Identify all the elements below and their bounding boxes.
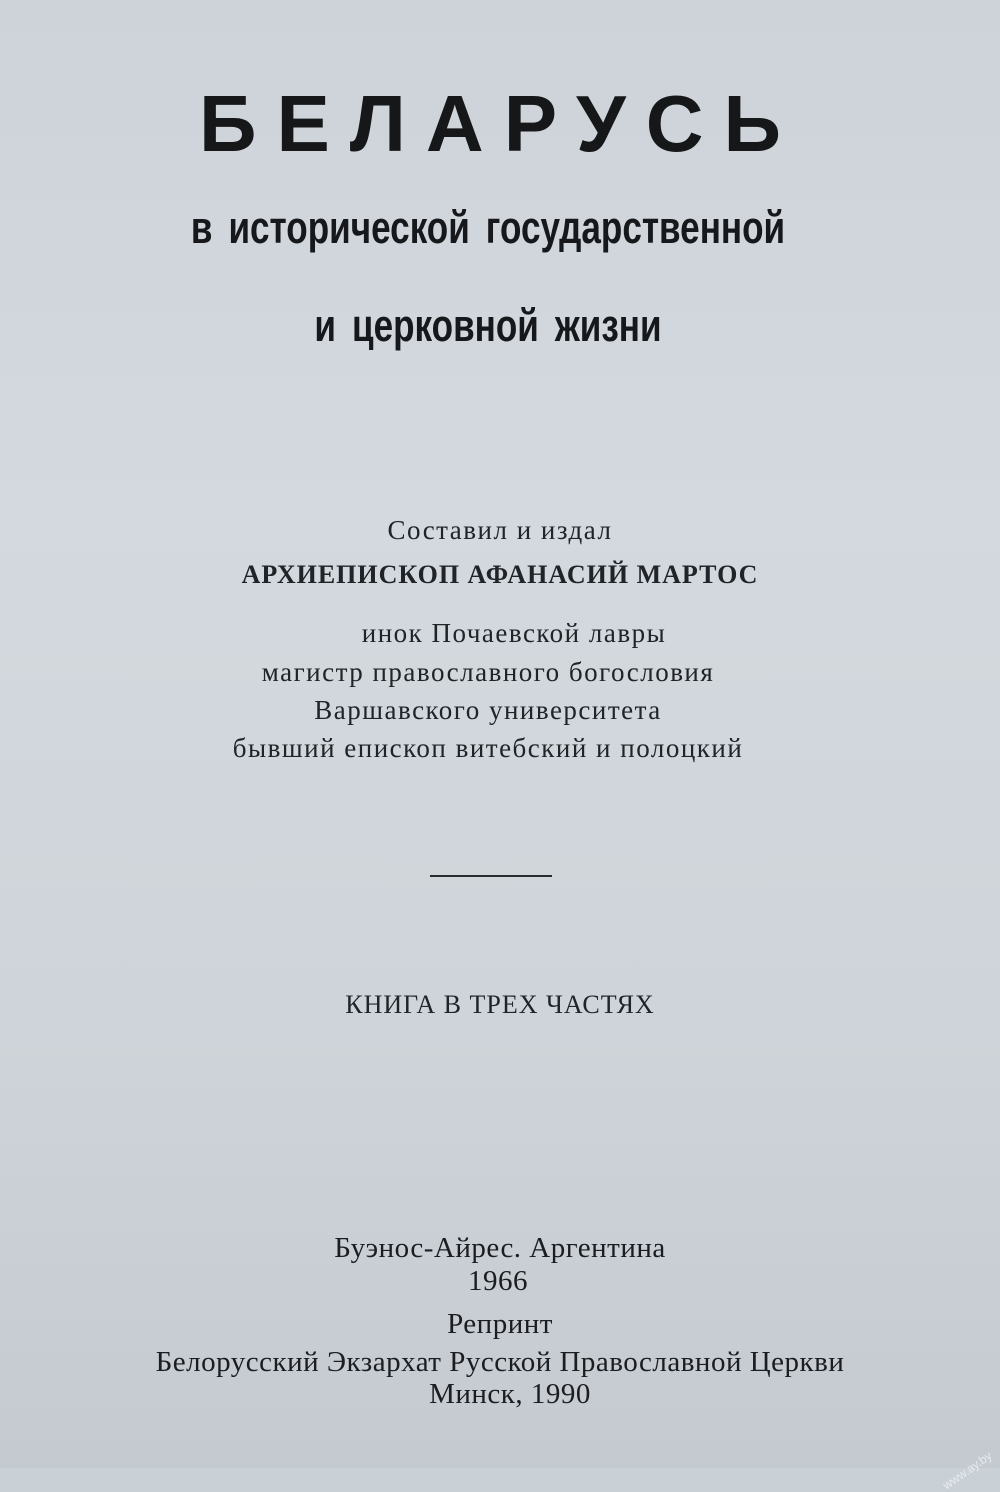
subtitle-line-1: в исторической государственной [190,202,786,253]
imprint-year: 1966 [468,1265,528,1297]
reprint-place-year: Минск, 1990 [429,1378,591,1410]
reprint-publisher: Белорусский Экзархат Русской Православной Церкви [155,1346,845,1378]
author-role-2: магистр православного богословия [261,657,715,687]
reprint-label: Репринт [447,1308,553,1340]
divider-rule [430,875,552,877]
book-title: БЕЛАРУСЬ [198,79,802,168]
imprint-place: Буэнос-Айрес. Аргентина [334,1232,666,1264]
author-role-1: инок Почаевской лавры [361,618,667,648]
author-name: АРХИЕПИСКОП АФАНАСИЙ МАРТОС [241,560,759,589]
author-role-3: Варшавского университета [314,695,662,725]
site-watermark: www.ay.by [939,1448,994,1492]
compiled-by-label: Составил и издал [387,515,613,545]
author-role-4: бывший епископ витебский и полоцкий [232,733,744,763]
book-parts-note: КНИГА В ТРЕХ ЧАСТЯХ [345,990,655,1019]
subtitle-line-2: и церковной жизни [314,300,662,351]
